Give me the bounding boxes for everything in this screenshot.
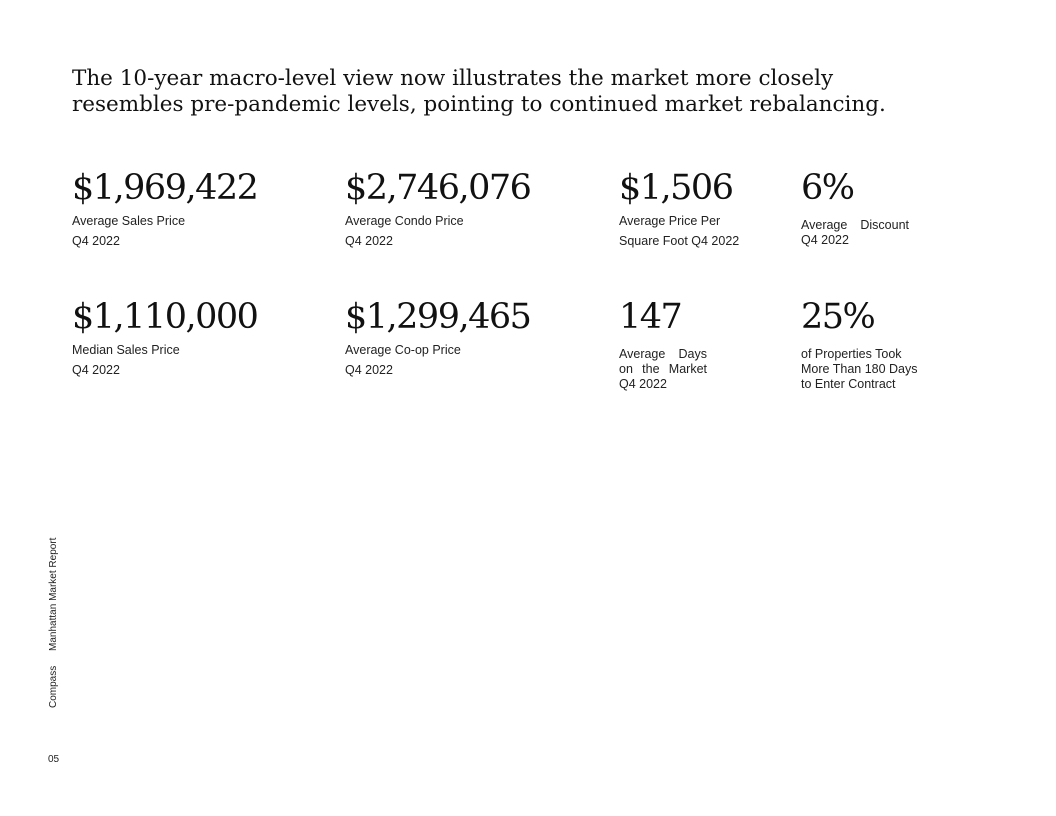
stat-label-line: to Enter Contract xyxy=(801,377,896,391)
stat-label-line: Average Co-op Price xyxy=(345,343,461,357)
stat-value: $1,506 xyxy=(619,168,733,208)
stat-median-sales-price xyxy=(72,297,257,380)
stat-label xyxy=(345,340,530,380)
stat-value: $2,746,076 xyxy=(345,168,531,208)
stat-label-line: Average Days xyxy=(619,347,707,361)
footer-report-title: Manhattan Market Report xyxy=(48,537,59,651)
stat-label-line: Average Sales Price xyxy=(72,214,186,228)
stat-label-line: Square Foot Q4 2022 xyxy=(619,234,740,248)
stat-label xyxy=(72,211,257,251)
stat-value: $1,299,465 xyxy=(345,297,531,337)
stat-properties-over-180-days xyxy=(801,297,918,392)
stat-average-sales-price xyxy=(72,168,257,251)
stat-label-line: Q4 2022 xyxy=(801,233,849,247)
stat-average-condo-price xyxy=(345,168,530,251)
stat-label-line: Median Sales Price xyxy=(72,343,180,357)
stat-label xyxy=(345,211,530,251)
side-footer xyxy=(48,538,59,708)
stat-average-price-per-square-foot xyxy=(619,168,739,251)
page-number: 05 xyxy=(48,754,60,765)
headline: The 10-year macro-level view now illustrates the market more closely resembles pre-pandemic levels, pointing to continued market rebalancing. xyxy=(72,66,886,117)
stat-label-line: Average Price Per xyxy=(619,214,721,228)
stat-value: 147 xyxy=(619,297,682,337)
stat-label xyxy=(801,347,918,392)
stat-value: 6% xyxy=(801,168,854,208)
stat-average-days-on-market xyxy=(619,297,707,392)
stat-label-line: on the Market xyxy=(619,362,707,376)
stat-label-line: Q4 2022 xyxy=(345,363,393,377)
stat-label xyxy=(619,211,739,251)
stat-label-line: Average Discount xyxy=(801,218,909,232)
stat-label-line: Average Condo Price xyxy=(345,214,464,228)
stat-label xyxy=(72,340,257,380)
stat-label xyxy=(619,347,707,392)
stat-label-line: of Properties Took xyxy=(801,347,902,361)
stat-average-co-op-price xyxy=(345,297,530,380)
stat-value: 25% xyxy=(801,297,875,337)
stat-label-line: Q4 2022 xyxy=(72,234,120,248)
stat-average-discount xyxy=(801,168,909,248)
stat-label-line: Q4 2022 xyxy=(345,234,393,248)
stat-label xyxy=(801,218,909,248)
stat-label-line: Q4 2022 xyxy=(619,377,667,391)
stat-value: $1,110,000 xyxy=(72,297,258,337)
stat-label-line: Q4 2022 xyxy=(72,363,120,377)
footer-brand: Compass xyxy=(48,665,59,708)
stat-label-line: More Than 180 Days xyxy=(801,362,918,376)
stat-value: $1,969,422 xyxy=(72,168,258,208)
